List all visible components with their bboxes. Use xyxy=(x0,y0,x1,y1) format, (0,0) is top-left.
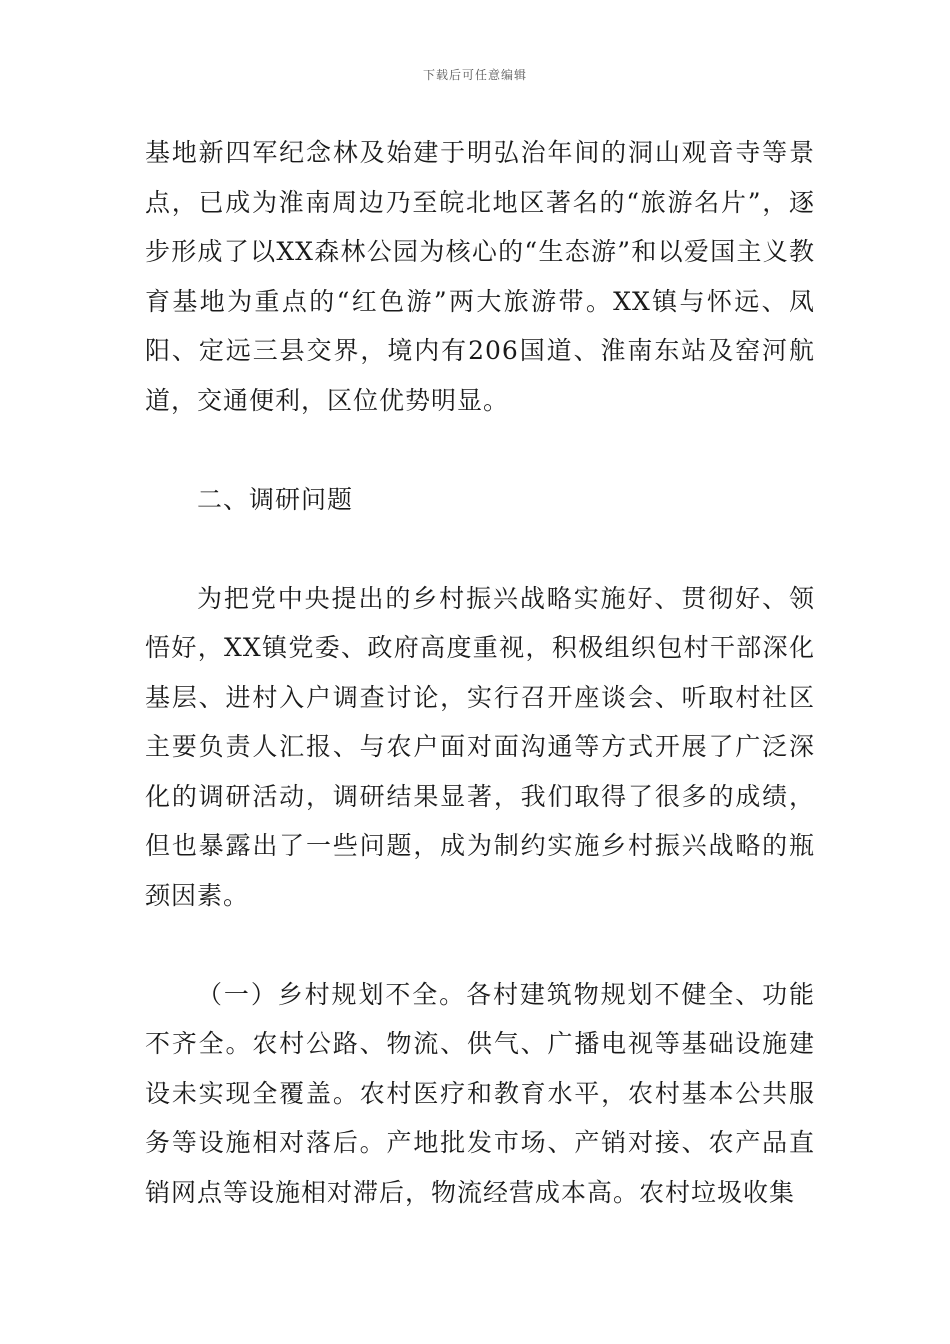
paragraph-spacer xyxy=(145,920,815,970)
header-note: 下载后可任意编辑 xyxy=(422,68,527,82)
paragraph-location-overview: 基地新四军纪念林及始建于明弘治年间的洞山观音寺等景点，已成为淮南周边乃至皖北地区著名的“旅游名片”，逐步形成了以XX森林公园为核心的“生态游”和以爱国主义教育基地为重点的“红色游”两大旅游带。XX镇与怀远、凤阳、定远三县交界，境内有206国道、淮南东站及窑河航道，交通便利，区位优势明显。 xyxy=(145,138,815,415)
paragraph-rural-planning: （一）乡村规划不全。各村建筑物规划不健全、功能不齐全。农村公路、物流、供气、广播电视等基础设施建设未实现全覆盖。农村医疗和教育水平，农村基本公共服务等设施相对落后。产地批发市场、产销对接、农产品直销网点等设施相对滞后，物流经营成本高。农村垃圾收集 xyxy=(145,979,815,1207)
paragraph-spacer xyxy=(145,524,815,574)
paragraph-spacer xyxy=(145,425,815,475)
paragraph-research-summary: 为把党中央提出的乡村振兴战略实施好、贯彻好、领悟好，XX镇党委、政府高度重视，积极组织包村干部深化基层、进村入户调查讨论，实行召开座谈会、听取村社区主要负责人汇报、与农户面对面沟通等方式开展了广泛深化的调研活动，调研结果显著，我们取得了很多的成绩，但也暴露出了一些问题，成为制约实施乡村振兴战略的瓶颈因素。 xyxy=(145,583,815,910)
section-heading-research-issues: 二、调研问题 xyxy=(197,484,354,514)
document-body xyxy=(145,128,815,1217)
